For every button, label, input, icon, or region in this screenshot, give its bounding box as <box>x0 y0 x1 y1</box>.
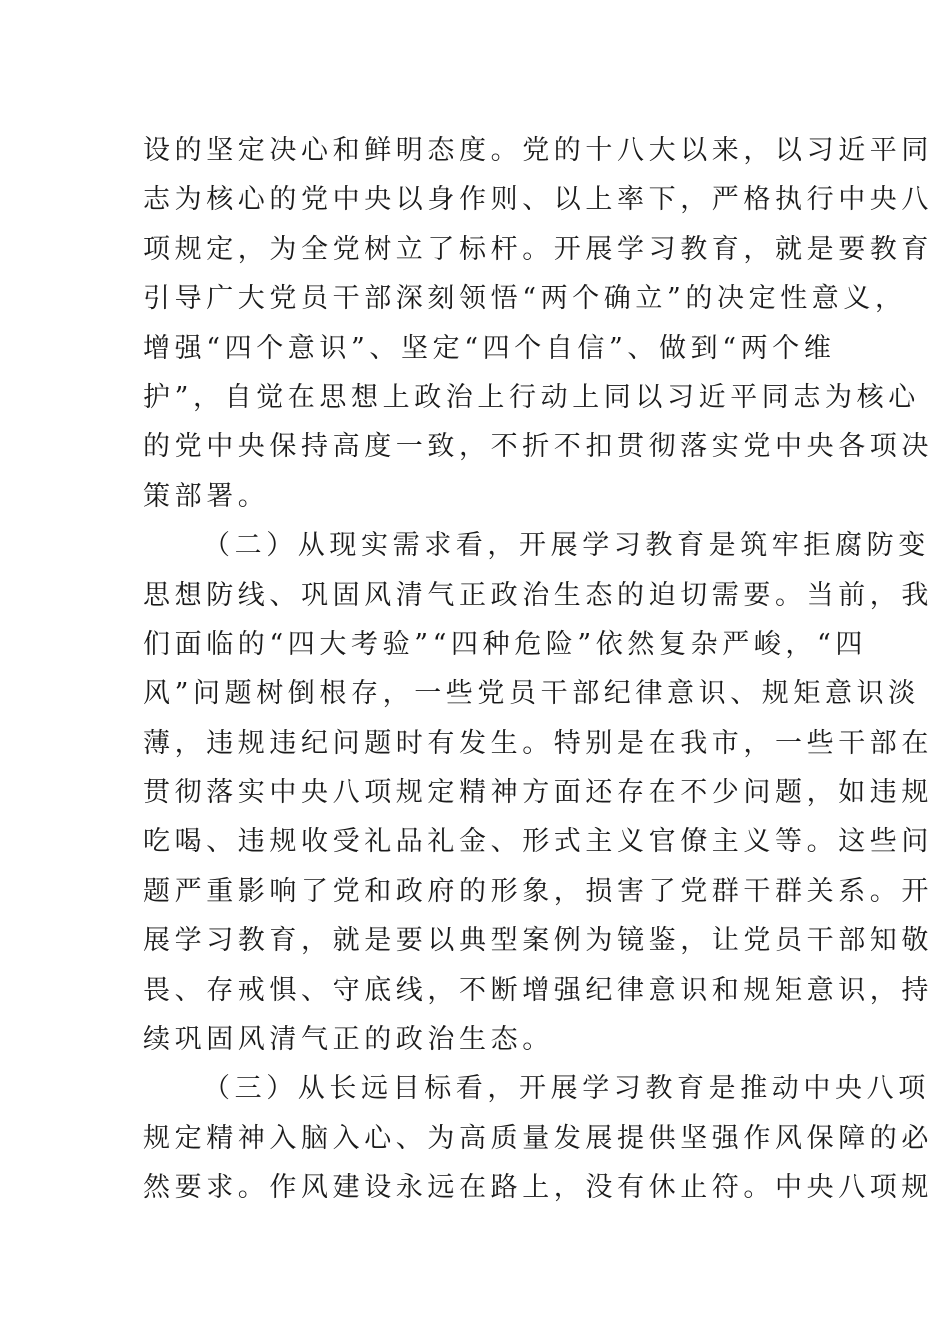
text-line: 们面临的“四大考验”“四种危险”依然复杂严峻，“四 <box>143 628 868 660</box>
paragraph-heading-line: （三）从长远目标看，开展学习教育是推动中央八项 <box>203 1073 930 1105</box>
paragraph-heading-line: （二）从现实需求看，开展学习教育是筑牢拒腐防变 <box>203 530 930 562</box>
text-line: 增强“四个意识”、坚定“四个自信”、做到“两个维 <box>143 332 836 364</box>
text-line: 然要求。作风建设永远在路上，没有休止符。中央八项规 <box>143 1172 933 1204</box>
text-line: 吃喝、违规收受礼品礼金、形式主义官僚主义等。这些问 <box>143 826 933 858</box>
text-line: 的党中央保持高度一致，不折不扣贯彻落实党中央各项决 <box>143 431 933 463</box>
text-line: 题严重影响了党和政府的形象，损害了党群干群关系。开 <box>143 875 933 907</box>
body-text <box>143 126 933 1213</box>
text-line: 畏、存戒惧、守底线，不断增强纪律意识和规矩意识，持 <box>143 974 933 1006</box>
text-line: 规定精神入脑入心、为高质量发展提供坚强作风保障的必 <box>143 1122 933 1154</box>
text-line: 贯彻落实中央八项规定精神方面还存在不少问题，如违规 <box>143 777 933 809</box>
text-line: 志为核心的党中央以身作则、以上率下，严格执行中央八 <box>143 184 933 216</box>
text-line: 展学习教育，就是要以典型案例为镜鉴，让党员干部知敬 <box>143 925 933 957</box>
text-line: 薄，违规违纪问题时有发生。特别是在我市，一些干部在 <box>143 727 933 759</box>
text-line: 风”问题树倒根存，一些党员干部纪律意识、规矩意识淡 <box>143 678 920 710</box>
text-line: 策部署。 <box>143 480 270 512</box>
text-line: 项规定，为全党树立了标杆。开展学习教育，就是要教育 <box>143 233 933 265</box>
text-line: 引导广大党员干部深刻领悟“两个确立”的决定性意义， <box>143 283 907 315</box>
text-line: 续巩固风清气正的政治生态。 <box>143 1024 554 1056</box>
text-line: 护”，自觉在思想上政治上行动上同以习近平同志为核心 <box>143 381 920 413</box>
text-line: 设的坚定决心和鲜明态度。党的十八大以来，以习近平同 <box>143 135 933 166</box>
text-line: 思想防线、巩固风清气正政治生态的迫切需要。当前，我 <box>143 579 933 611</box>
